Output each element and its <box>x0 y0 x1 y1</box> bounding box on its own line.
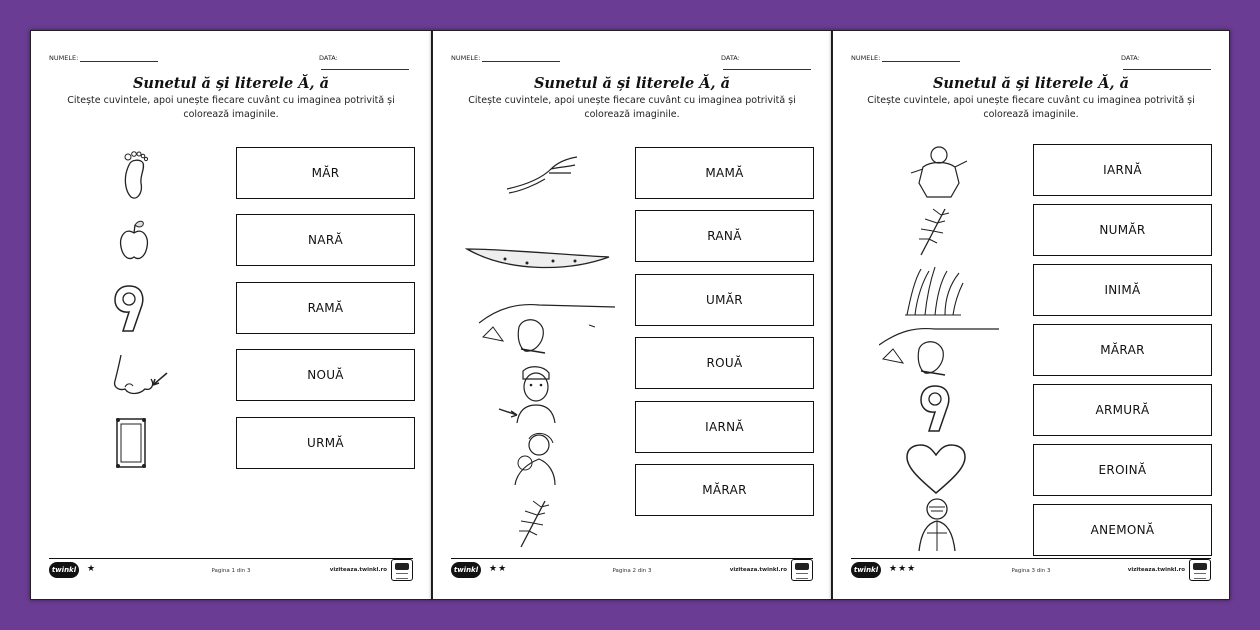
word-box[interactable]: INIMĂ <box>1033 264 1212 316</box>
anemone-icon[interactable] <box>901 265 965 317</box>
date-field[interactable] <box>321 69 409 70</box>
name-field[interactable] <box>80 61 158 62</box>
leaf-dew-icon[interactable] <box>465 239 611 279</box>
twinkl-logo: twinkl <box>49 562 79 578</box>
dill-icon[interactable] <box>915 203 955 257</box>
winter-sled-icon[interactable] <box>879 321 999 377</box>
word-box[interactable]: ANEMONĂ <box>1033 504 1212 556</box>
name-label: NUMELE: <box>451 54 481 62</box>
winter-sled-icon[interactable] <box>479 297 615 357</box>
word-box[interactable]: ARMURĂ <box>1033 384 1212 436</box>
worksheet-page-1 <box>30 30 432 600</box>
armor-icon[interactable] <box>909 497 965 553</box>
word-box[interactable]: IARNĂ <box>1033 144 1212 196</box>
instructions: Citește cuvintele, apoi unește fiecare cuvânt cu imaginea potrivită și colorează imaginile. <box>468 95 796 120</box>
page-number: Pagina 2 din 3 <box>612 568 652 574</box>
site-link[interactable]: viziteaza.twinkl.ro <box>729 567 787 573</box>
footer-divider <box>49 558 413 559</box>
name-field[interactable] <box>882 61 960 62</box>
date-label: DATA: <box>721 54 740 62</box>
word-box[interactable]: EROINĂ <box>1033 444 1212 496</box>
difficulty-stars: ★★ <box>489 564 508 574</box>
word-box[interactable]: IARNĂ <box>635 401 814 453</box>
heart-icon[interactable] <box>905 443 967 495</box>
foot-icon[interactable] <box>119 147 151 201</box>
word-box[interactable]: MĂRAR <box>635 464 814 516</box>
site-link[interactable]: viziteaza.twinkl.ro <box>329 567 387 573</box>
twinkl-logo: twinkl <box>851 562 881 578</box>
page-title: Sunetul ă și literele Ă, ă <box>932 75 1130 92</box>
date-field[interactable] <box>1123 69 1211 70</box>
page-title: Sunetul ă și literele Ă, ă <box>132 75 330 92</box>
word-box[interactable]: UMĂR <box>635 274 814 326</box>
word-box[interactable]: NARĂ <box>236 214 415 266</box>
page-number: Pagina 3 din 3 <box>1011 568 1051 574</box>
worksheet-header <box>851 54 1211 64</box>
word-box[interactable]: RANĂ <box>635 210 814 262</box>
word-box[interactable]: MĂRAR <box>1033 324 1212 376</box>
worksheet-page-2 <box>432 30 832 600</box>
quality-badge-icon <box>1189 559 1211 581</box>
name-label: NUMELE: <box>851 54 881 62</box>
instructions: Citește cuvintele, apoi unește fiecare cuvânt cu imaginea potrivită și colorează imaginile. <box>867 95 1195 120</box>
twinkl-logo: twinkl <box>451 562 481 578</box>
instructions: Citește cuvintele, apoi unește fiecare cuvânt cu imaginea potrivită și colorează imaginile. <box>67 95 395 120</box>
nose-icon[interactable] <box>111 351 173 399</box>
difficulty-stars: ★★★ <box>889 564 917 574</box>
dill-icon[interactable] <box>515 495 555 549</box>
word-box[interactable]: ROUĂ <box>635 337 814 389</box>
date-field[interactable] <box>723 69 811 70</box>
quality-badge-icon <box>791 559 813 581</box>
footer-divider <box>851 558 1211 559</box>
word-box[interactable]: NUMĂR <box>1033 204 1212 256</box>
page-title: Sunetul ă și literele Ă, ă <box>533 75 731 92</box>
word-box[interactable]: RAMĂ <box>236 282 415 334</box>
word-box[interactable]: URMĂ <box>236 417 415 469</box>
name-label: NUMELE: <box>49 54 79 62</box>
number-nine-icon[interactable] <box>917 383 953 435</box>
hand-icon[interactable] <box>505 151 581 195</box>
difficulty-stars: ★ <box>87 564 97 574</box>
date-label: DATA: <box>1121 54 1140 62</box>
shoulder-boy-icon[interactable] <box>497 365 567 423</box>
apple-icon[interactable] <box>117 217 151 263</box>
word-box[interactable]: MAMĂ <box>635 147 814 199</box>
worksheet-header <box>451 54 813 64</box>
name-field[interactable] <box>482 61 560 62</box>
word-box[interactable]: NOUĂ <box>236 349 415 401</box>
site-link[interactable]: viziteaza.twinkl.ro <box>1127 567 1185 573</box>
quality-badge-icon <box>391 559 413 581</box>
mother-child-icon[interactable] <box>509 429 559 485</box>
heroine-icon[interactable] <box>909 143 969 199</box>
word-box[interactable]: MĂR <box>236 147 415 199</box>
number-nine-icon[interactable] <box>111 283 147 335</box>
page-number: Pagina 1 din 3 <box>211 568 251 574</box>
worksheet-header <box>49 54 413 64</box>
footer-divider <box>451 558 813 559</box>
worksheet-page-3 <box>832 30 1230 600</box>
date-label: DATA: <box>319 54 338 62</box>
frame-icon[interactable] <box>115 417 147 469</box>
